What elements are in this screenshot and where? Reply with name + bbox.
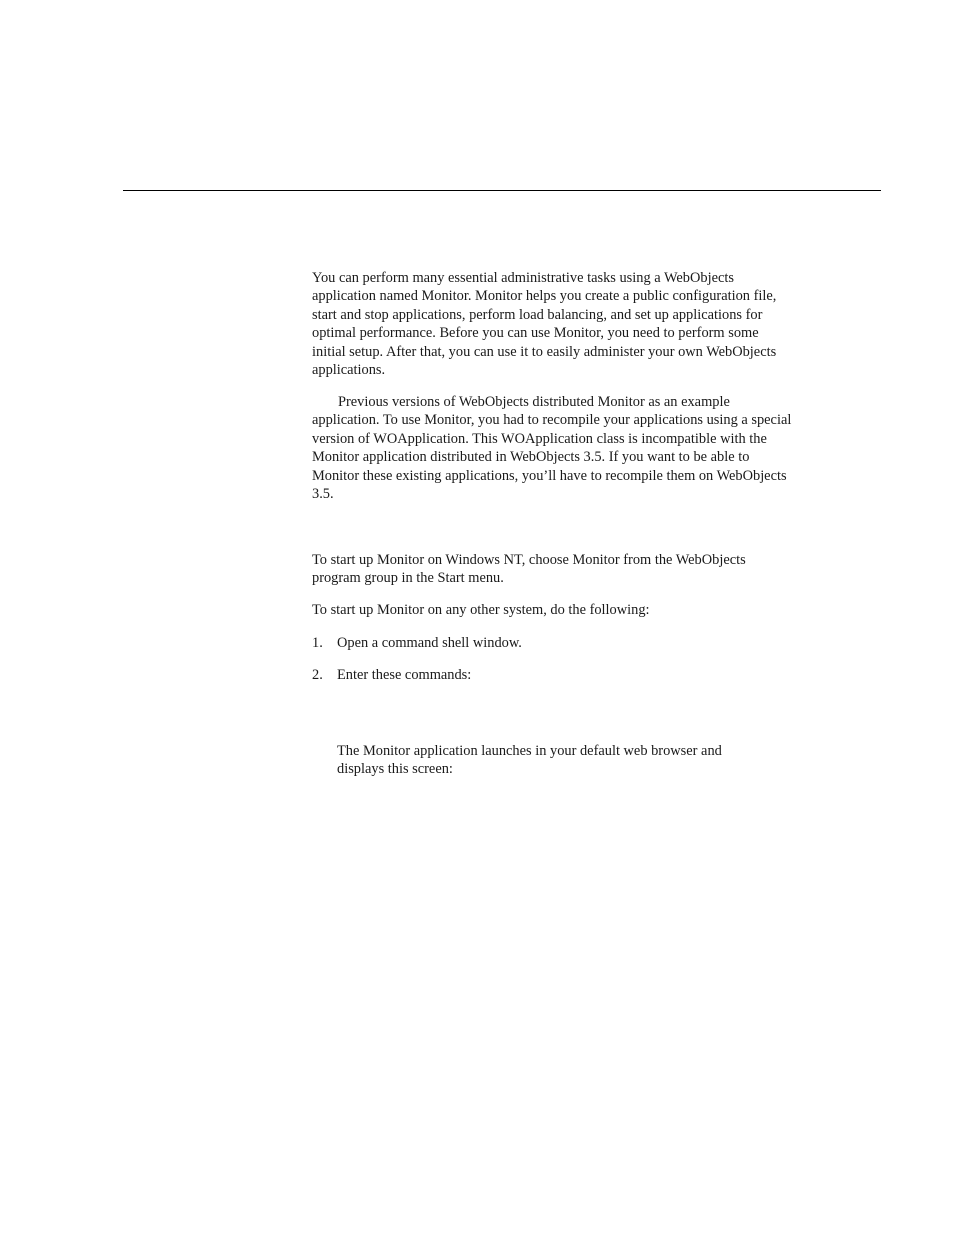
paragraph-other-system: To start up Monitor on any other system, do the following: [312, 602, 650, 618]
paragraph-windows-nt: To start up Monitor on Windows NT, choose Monitor from the WebObjects program group in the Start menu. [312, 552, 746, 587]
step-text: Open a command shell window. [337, 635, 522, 651]
step-text: Enter these commands: [337, 667, 472, 683]
list-item-step-1 [312, 634, 792, 653]
step-number: 2. [312, 667, 323, 683]
paragraph-previous-versions: Previous versions of WebObjects distributed Monitor as an example application. To use Monitor, you had to recompile your applications using a special version of WOApplication. This WOApplication class is incompatible with the Monitor application distributed in WebObjects 3.5. If you want to be able to Monitor these existing applications, you’ll have to recompile them on WebObjects 3.5. [312, 394, 792, 503]
paragraph-launch: The Monitor application launches in your default web browser and displays this screen: [337, 743, 722, 778]
paragraph-intro: You can perform many essential administrative tasks using a WebObjects application named Monitor. Monitor helps you create a public configuration file, start and stop applications, perform load balancing, and set up applications for optimal performance. Before you can use Monitor, you need to perform some initial setup. After that, you can use it to easily administer your own WebObjects applications. [312, 270, 777, 379]
header-rule [123, 190, 881, 191]
list-item-step-2 [312, 666, 792, 685]
step-number: 1. [312, 635, 323, 651]
